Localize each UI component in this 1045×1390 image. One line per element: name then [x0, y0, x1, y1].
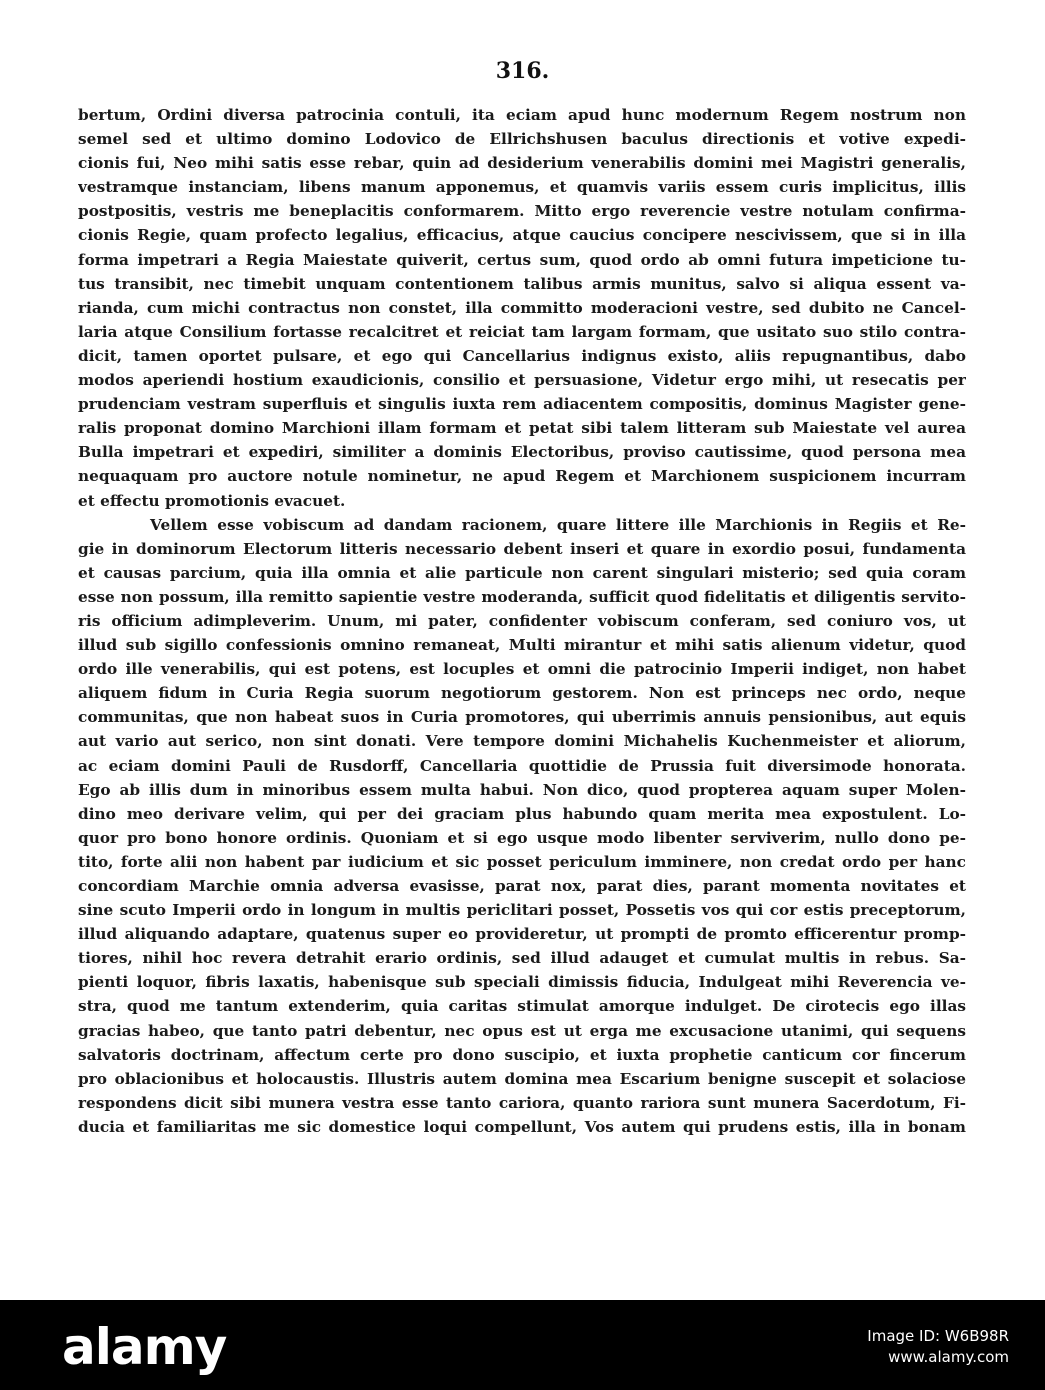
site-url: www.alamy.com — [888, 1348, 1009, 1366]
text-line: forma impetrari a Regia Maiestate quiverit, certus sum, quod ordo ab omni futura impeticione tu- — [78, 250, 966, 269]
text-line: cionis fui, Neo mihi satis esse rebar, quin ad desiderium venerabilis domini mei Magistri generalis, — [78, 154, 966, 173]
text-line: prudenciam vestram superfluis et singulis iuxta rem adiacentem compositis, dominus Magister gene- — [78, 395, 966, 414]
text-line: semel sed et ultimo domino Lodovico de Ellrichshusen baculus directionis et votive expedi- — [78, 130, 966, 149]
text-line: respondens dicit sibi munera vestra esse tanto cariora, quanto rariora sunt munera Sacerdotum, Fi- — [78, 1093, 966, 1112]
text-line: dino meo derivare velim, qui per dei graciam plus habundo quam merita mea expostulent. Lo- — [78, 804, 966, 823]
image-id-label: Image ID: W6B98R — [867, 1327, 1009, 1345]
text-line: gie in dominorum Electorum litteris necessario debent inseri et quare in exordio posui, fundamenta — [78, 539, 966, 558]
text-line: Ego ab illis dum in minoribus essem multa habui. Non dico, quod propterea aquam super Molen- — [78, 780, 966, 799]
text-line: rianda, cum michi contractus non constet, illa committo moderacioni vestre, sed dubito ne Cancel- — [78, 298, 966, 317]
text-line: Bulla impetrari et expediri, similiter a dominis Electoribus, proviso cautissime, quod persona mea — [78, 443, 966, 462]
text-line: ac eciam domini Pauli de Rusdorff, Cancellaria quottidie de Prussia fuit diversimode honorata. — [78, 756, 966, 775]
text-line: dicit, tamen oportet pulsare, et ego qui Cancellarius indignus existo, aliis repugnantibus, dabo — [78, 346, 966, 365]
text-line: et effectu promotionis evacuet. — [78, 491, 346, 510]
text-line: pienti loquor, fibris laxatis, habenisque sub speciali dimissis fiducia, Indulgeat mihi Reverencia ve- — [78, 973, 966, 992]
page-number: 316. — [495, 58, 550, 84]
text-line: tito, forte alii non habent par iudicium et sic posset periculum imminere, non credat ordo per hanc — [78, 852, 966, 871]
text-line: ordo ille venerabilis, qui est potens, est locuples et omni die patrocinio Imperii indiget, non habet — [78, 660, 966, 679]
text-line: aliquem fidum in Curia Regia suorum negotiorum gestorem. Non est princeps nec ordo, neque — [78, 684, 966, 703]
text-line: gracias habeo, que tanto patri debentur, nec opus est ut erga me excusacione utanimi, qui sequens — [78, 1021, 966, 1040]
text-line: stra, quod me tantum extenderim, quia caritas stimulat amorque indulget. De cirotecis ego illas — [78, 997, 966, 1016]
text-line: et causas parcium, quia illa omnia et alie particule non carent singulari misterio; sed quia coram — [78, 563, 966, 582]
text-line: ducia et familiaritas me sic domestice loqui compellunt, Vos autem qui prudens estis, illa in bonam — [78, 1117, 966, 1136]
text-line: quor pro bono honore ordinis. Quoniam et si ego usque modo libenter serviverim, nullo dono pe- — [78, 828, 966, 847]
text-line: pro oblacionibus et holocaustis. Illustris autem domina mea Escarium benigne suscepit et solaciose — [78, 1069, 966, 1088]
text-body — [78, 103, 966, 1139]
text-line: nequaquam pro auctore notule nominetur, ne apud Regem et Marchionem suspicionem incurram — [78, 467, 966, 486]
text-line: illud aliquando adaptare, quatenus super eo provideretur, ut prompti de promto efficerentur promp- — [78, 925, 966, 944]
text-line: communitas, que non habeat suos in Curia promotores, qui uberrimis annuis pensionibus, aut equis — [78, 708, 966, 727]
stock-image-meta — [867, 1326, 1009, 1368]
text-line: modos aperiendi hostium exaudicionis, consilio et persuasione, Videtur ergo mihi, ut resecatis per — [78, 371, 966, 390]
text-line: Vellem esse vobiscum ad dandam racionem, quare littere ille Marchionis in Regiis et Re- — [150, 515, 966, 534]
alamy-logo: alamy — [62, 1318, 227, 1376]
text-line: concordiam Marchie omnia adversa evasisse, parat nox, parat dies, parant momenta novitates et — [78, 877, 966, 895]
text-line: postpositis, vestris me beneplacitis conformarem. Mitto ergo reverencie vestre notulam confirma- — [78, 202, 966, 221]
text-line: salvatoris doctrinam, affectum certe pro dono suscipio, et iuxta prophetie canticum cor fincerum — [78, 1045, 966, 1064]
text-line: sine scuto Imperii ordo in longum in multis periclitari posset, Possetis vos qui cor estis preceptorum, — [78, 901, 966, 920]
text-line: aut vario aut serico, non sint donati. Vere tempore domini Michahelis Kuchenmeister et aliorum, — [78, 732, 966, 751]
text-line: cionis Regie, quam profecto legalius, efficacius, atque caucius concipere nescivissem, que si in illa — [78, 226, 966, 245]
text-line: ris officium adimpleverim. Unum, mi pater, confidenter vobiscum conferam, sed coniuro vos, ut — [78, 611, 966, 630]
text-line: tus transibit, nec timebit unquam contentionem talibus armis munitus, salvo si aliqua essent va- — [78, 274, 966, 293]
text-line: illud sub sigillo confessionis omnino remaneat, Multi mirantur et mihi satis alienum videtur, quod — [78, 636, 966, 655]
text-line: vestramque instanciam, libens manum apponemus, et quamvis variis essem curis implicitus, illis — [78, 178, 966, 197]
text-line: bertum, Ordini diversa patrocinia contuli, ita eciam apud hunc modernum Regem nostrum non — [78, 106, 966, 124]
text-line: ralis proponat domino Marchioni illam formam et petat sibi talem litteram sub Maiestate vel aurea — [78, 419, 966, 438]
text-line: esse non possum, illa remitto sapientie vestre moderanda, sufficit quod fidelitatis et diligentis servito- — [78, 587, 966, 606]
text-line: laria atque Consilium fortasse recalcitret et reiciat tam largam formam, que usitato suo stilo contra- — [78, 322, 966, 341]
text-line: tiores, nihil hoc revera detrahit erario ordinis, sed illud adauget et cumulat multis in rebus. Sa- — [78, 949, 966, 968]
